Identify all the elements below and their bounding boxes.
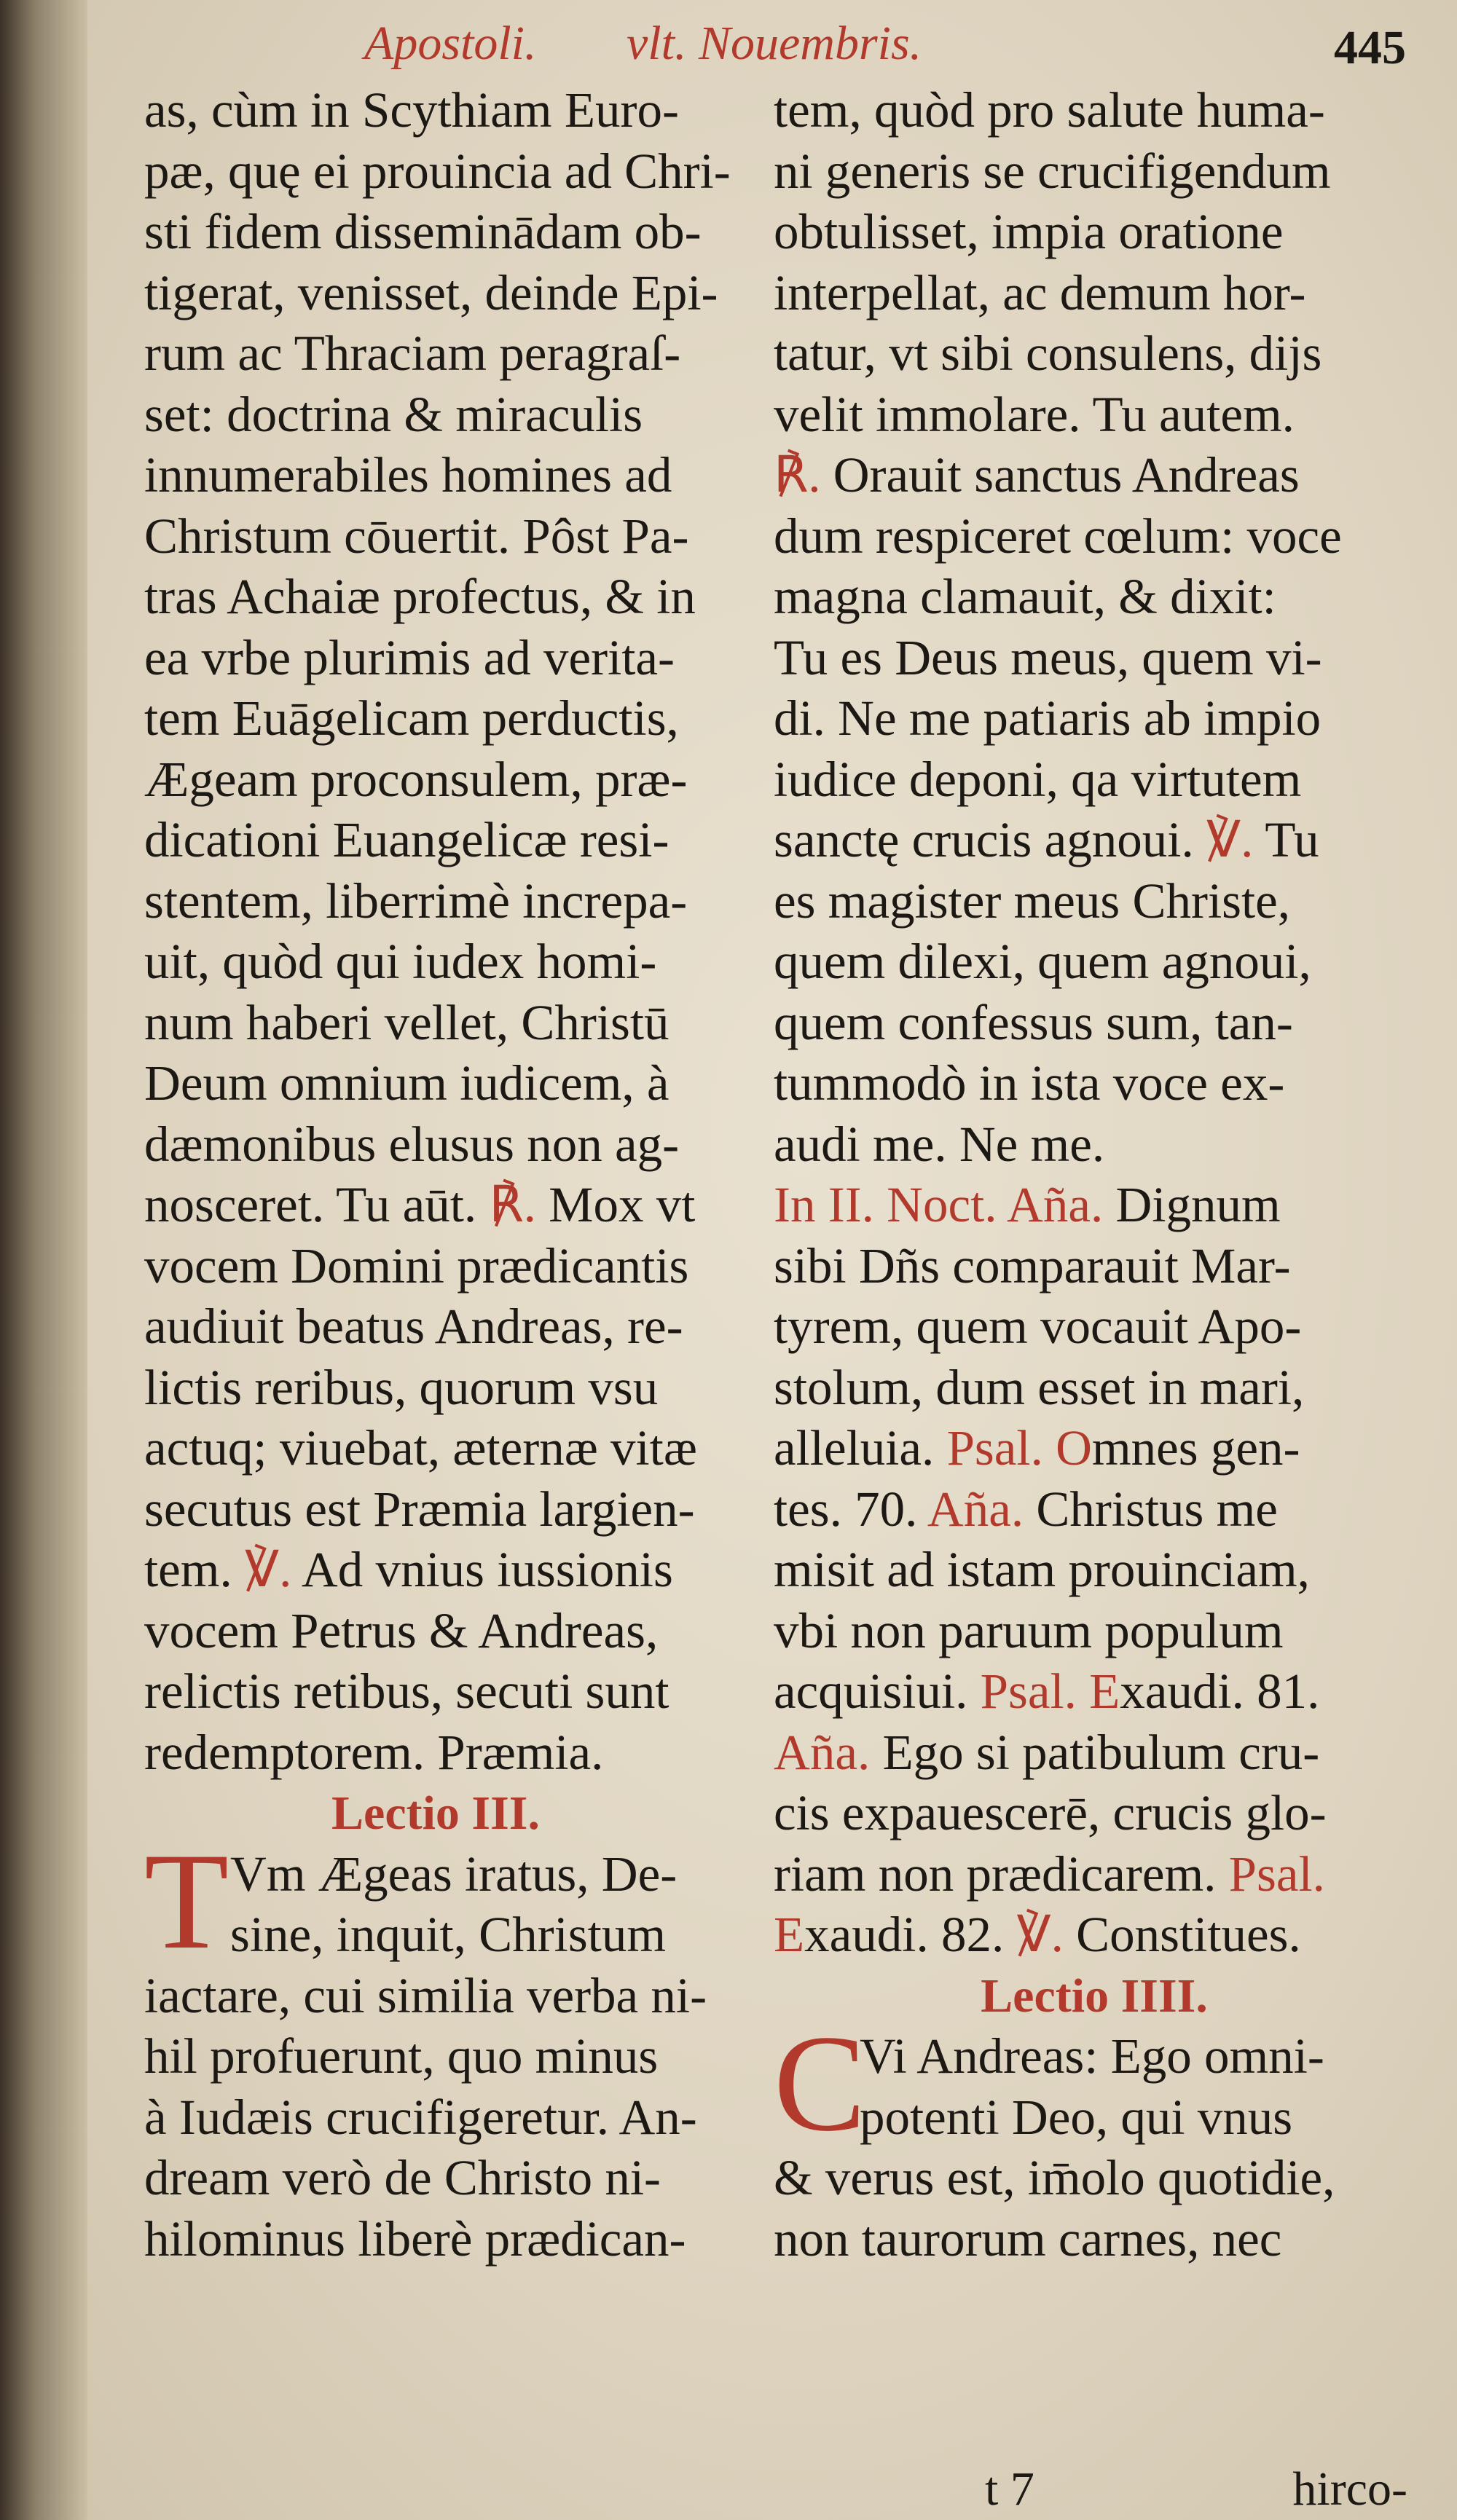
rubric: Psal. E	[980, 1663, 1120, 1719]
text-line: Deum omnium iudicem, à	[144, 1055, 669, 1111]
text-run: Tu	[1265, 812, 1319, 867]
text-line: iactare, cui similia verba ni-	[144, 1967, 707, 2023]
lectio-heading: Lectio IIII.	[981, 1969, 1208, 2023]
right-para-5	[774, 1540, 1415, 1661]
text-line: num haberi vellet, Christū	[144, 994, 669, 1050]
text-line	[774, 1661, 1415, 1722]
right-para-2	[774, 506, 1415, 811]
text-run: sanctę crucis agnoui.	[774, 812, 1194, 867]
text-run: Constitues.	[1076, 1907, 1301, 1962]
text-line: ea vrbe plurimis ad verita-	[144, 629, 675, 685]
text-run: Orauit sanctus Andreas	[833, 447, 1300, 503]
right-column	[774, 80, 1415, 2269]
text-line: innumerabiles homines ad	[144, 447, 672, 503]
text-run: xaudi. 81.	[1120, 1663, 1320, 1719]
text-line: di. Ne me patiaris ab impio	[774, 690, 1321, 746]
rubric: Psal.	[946, 1420, 1043, 1476]
text-line: dicationi Euangelicæ resi-	[144, 812, 669, 867]
text-line	[774, 445, 1415, 506]
right-para-7	[774, 2148, 1415, 2269]
text-run: nosceret. Tu aūt.	[144, 1177, 477, 1232]
text-run: xaudi. 82.	[804, 1907, 1005, 1962]
responsory-symbol: ℟.	[489, 1177, 536, 1232]
text-line: quem confessus sum, tan-	[774, 994, 1293, 1050]
text-line: tras Achaiæ profectus, & in	[144, 569, 696, 624]
text-line	[774, 1844, 1415, 1905]
text-line: sine, inquit, Christum	[230, 1907, 667, 1962]
text-line: Ægeam proconsulem, præ-	[144, 751, 688, 807]
text-line: tatur, vt sibi consulens, dijs	[774, 326, 1322, 381]
left-para-1	[144, 80, 731, 1175]
text-line: non taurorum carnes, nec	[774, 2210, 1282, 2267]
text-line: redemptorem. Præmia.	[144, 1724, 604, 1780]
dropcap-block	[144, 1824, 727, 1978]
right-para-6	[774, 1783, 1415, 1844]
text-line: à Iudæis crucifigeretur. An-	[144, 2089, 697, 2145]
text-line: hil profuerunt, quo minus	[144, 2028, 659, 2084]
catchword: hirco-	[1292, 2462, 1407, 2516]
text-line: stolum, dum esset in mari,	[774, 1359, 1305, 1415]
signature-mark: t 7	[985, 2462, 1034, 2516]
running-head-middle: vlt. Nouembris.	[627, 17, 922, 70]
rubric: In II. Noct. Aña.	[774, 1177, 1104, 1232]
rubric: Psal.	[1228, 1846, 1325, 1902]
text-run: mnes gen-	[1091, 1420, 1300, 1476]
text-line: as, cùm in Scythiam Euro-	[144, 82, 679, 138]
left-para-2	[144, 1236, 727, 1540]
text-run: Christus me	[1036, 1481, 1278, 1537]
rubric: Aña.	[927, 1481, 1024, 1537]
text-line	[774, 810, 1415, 871]
text-line: tyrem, quem vocauit Apo-	[774, 1299, 1302, 1354]
text-line: iudice deponi, qa virtutem	[774, 751, 1302, 807]
text-line: velit immolare. Tu autem.	[774, 386, 1295, 442]
text-run: tem.	[144, 1542, 232, 1597]
text-line	[774, 1175, 1415, 1236]
text-line	[144, 1175, 727, 1236]
text-line: tem Euāgelicam perductis,	[144, 690, 679, 746]
text-line: Christum cōuertit. Pôst Pa-	[144, 508, 689, 564]
text-line: ni generis se crucifigendum	[774, 143, 1331, 199]
text-run: Mox vt	[549, 1177, 696, 1232]
drop-capital: C	[774, 2007, 866, 2160]
right-para-4	[774, 1236, 1415, 1419]
page-number: 445	[1334, 21, 1406, 74]
text-line	[144, 1540, 727, 1601]
text-line: audi me. Ne me.	[774, 1116, 1105, 1172]
text-line: vocem Domini prædicantis	[144, 1237, 689, 1294]
text-line: cis expauescerē, crucis glo-	[774, 1785, 1327, 1840]
text-line: dream verò de Christo ni-	[144, 2150, 661, 2205]
rubric-initial: O	[1056, 1420, 1092, 1476]
text-run: tes. 70.	[774, 1481, 918, 1537]
text-line: lictis reribus, quorum vsu	[144, 1359, 659, 1415]
text-line: tigerat, venisset, deinde Epi-	[144, 264, 718, 320]
versicle-symbol: ℣.	[244, 1542, 292, 1597]
text-line: vbi non paruum populum	[774, 1602, 1284, 1658]
text-line: obtulisset, impia oratione	[774, 204, 1284, 259]
rubric-initial: E	[774, 1907, 805, 1962]
text-line	[774, 1479, 1415, 1540]
text-run: riam non prædicarem.	[774, 1846, 1217, 1902]
rubric: Aña.	[774, 1724, 871, 1780]
running-head	[364, 16, 1413, 89]
text-line: tummodò in ista voce ex-	[774, 1055, 1285, 1111]
text-line: interpellat, ac demum hor-	[774, 264, 1306, 320]
responsory-symbol: ℟.	[774, 447, 821, 503]
lectio-heading: Lectio III.	[331, 1787, 540, 1840]
versicle-symbol: ℣.	[1016, 1907, 1064, 1962]
page-footer	[774, 2462, 1415, 2520]
text-line: potenti Deo, qui vnus	[860, 2089, 1293, 2145]
text-run: acquisiui.	[774, 1663, 968, 1719]
text-line: es magister meus Christe,	[774, 873, 1291, 929]
text-line: tem, quòd pro salute huma-	[774, 82, 1325, 138]
text-line	[774, 1722, 1415, 1784]
book-gutter	[0, 0, 87, 2520]
text-line: Vm Ægeas iratus, De-	[230, 1846, 678, 1902]
left-para-3	[144, 1601, 727, 1784]
text-line: rum ac Thraciam peragraſ-	[144, 326, 681, 381]
text-line: Tu es Deus meus, quem vi-	[774, 629, 1322, 685]
dropcap-block	[774, 2007, 1415, 2160]
text-line: audiuit beatus Andreas, re-	[144, 1299, 683, 1354]
text-run: Ad vnius iussionis	[301, 1542, 673, 1597]
left-para-4	[144, 1966, 727, 2270]
text-line: vocem Petrus & Andreas,	[144, 1602, 659, 1658]
text-line: dum respiceret cœlum: voce	[774, 508, 1342, 564]
text-line: quem dilexi, quem agnoui,	[774, 934, 1311, 989]
text-run: alleluia.	[774, 1420, 935, 1476]
text-line	[774, 1418, 1415, 1479]
text-line: hilominus liberè prædican-	[144, 2210, 686, 2267]
versicle-symbol: ℣.	[1206, 812, 1254, 867]
text-line: pæ, quę ei prouincia ad Chri-	[144, 143, 731, 199]
text-line: secutus est Præmia largien-	[144, 1481, 695, 1537]
text-line: relictis retibus, secuti sunt	[144, 1663, 669, 1719]
text-run: Dignum	[1115, 1177, 1281, 1232]
text-line	[774, 1905, 1415, 1966]
left-column	[144, 80, 731, 2269]
text-line: magna clamauit, & dixit:	[774, 569, 1276, 624]
text-line: set: doctrina & miraculis	[144, 386, 643, 442]
running-head-left: Apostoli.	[364, 17, 537, 70]
text-line: sibi Dñs comparauit Mar-	[774, 1237, 1291, 1294]
text-line: stentem, liberrimè increpa-	[144, 873, 688, 929]
text-line: dæmonibus elusus non ag-	[144, 1116, 680, 1172]
text-line: uit, quòd qui iudex homi-	[144, 934, 657, 989]
drop-capital: T	[144, 1824, 229, 1978]
text-line: actuq; viuebat, æternæ vitæ	[144, 1420, 697, 1476]
text-line: Vi Andreas: Ego omni-	[860, 2028, 1324, 2084]
text-line: sti fidem disseminādam ob-	[144, 204, 702, 259]
right-para-3	[774, 871, 1415, 1176]
right-para-1	[774, 80, 1415, 445]
text-line: misit ad istam prouinciam,	[774, 1542, 1310, 1597]
text-run: Ego si patibulum cru-	[882, 1724, 1320, 1780]
text-line: & verus est, im̄olo quotidie,	[774, 2150, 1335, 2205]
